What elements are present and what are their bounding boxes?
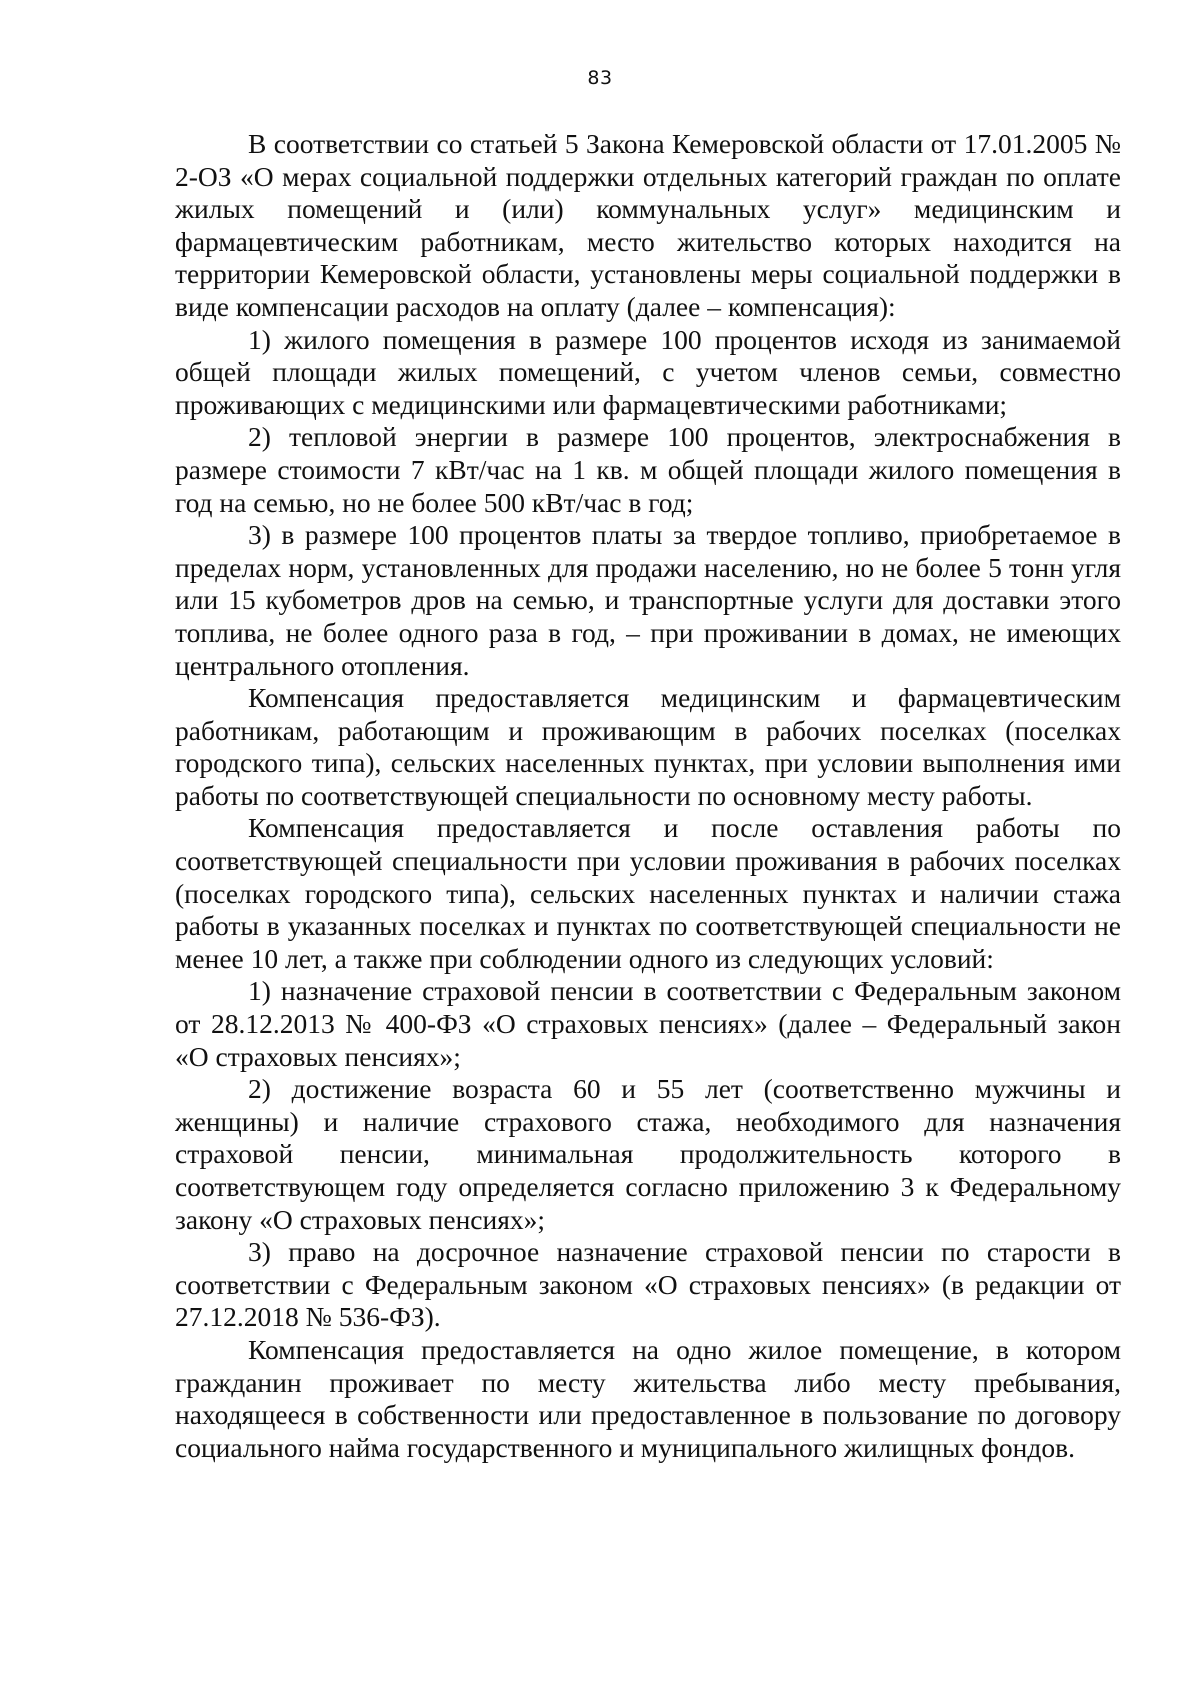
paragraph-condition-3-early-pension: 3) право на досрочное назначение страховой пенсии по старости в соответствии с Федеральным законом «О страховых пенсиях» (в редакции от 27.12.2018 № 536-ФЗ). [175, 1236, 1121, 1333]
paragraph-single-dwelling: Компенсация предоставляется на одно жилое помещение, в котором гражданин проживает по месту жительства либо месту пребывания, находящееся в собственности или предоставленное в пользование по договору социального найма государственного и муниципального жилищных фондов. [175, 1333, 1121, 1463]
paragraph-compensation-conditions: Компенсация предоставляется медицинским и фармацевтическим работникам, работающим и проживающим в рабочих поселках (поселках городского типа), сельских населенных пунктах, при условии выполнения ими работы по соответствующей специальности по основному месту работы. [175, 682, 1121, 811]
paragraph-intro: В соответствии со статьей 5 Закона Кемеровской области от 17.01.2005 № 2-ОЗ «О мерах социальной поддержки отдельных категорий граждан по оплате жилых помещений и (или) коммунальных услуг» медицинским и фармацевтическим работникам, место жительство которых находится на территории Кемеровской области, установлены меры социальной поддержки в виде компенсации расходов на оплату (далее – компенсация): [175, 128, 1121, 322]
paragraph-condition-2-age: 2) достижение возраста 60 и 55 лет (соответственно мужчины и женщины) и наличие страхового стажа, необходимого для назначения страховой пенсии, минимальная продолжительность которого в соответствующем году определяется согласно приложению 3 к Федеральному закону «О страховых пенсиях»; [175, 1073, 1121, 1235]
paragraph-condition-1-pension: 1) назначение страховой пенсии в соответствии с Федеральным законом от 28.12.2013 № 400-ФЗ «О страховых пенсиях» (далее – Федеральный закон «О страховых пенсиях»; [175, 975, 1121, 1072]
page-number: 83 [587, 67, 613, 89]
paragraph-item-1-housing: 1) жилого помещения в размере 100 процентов исходя из занимаемой общей площади жилых помещений, с учетом членов семьи, совместно проживающих с медицинскими или фармацевтическими работниками; [175, 323, 1121, 420]
paragraph-item-3-fuel: 3) в размере 100 процентов платы за твердое топливо, приобретаемое в пределах норм, установленных для продажи населению, но не более 5 тонн угля или 15 кубометров дров на семью, и транспортные услуги для доставки этого топлива, не более одного раза в год, – при проживании в домах, не имеющих центрального отопления. [175, 519, 1121, 681]
paragraph-item-2-energy: 2) тепловой энергии в размере 100 процентов, электроснабжения в размере стоимости 7 кВт/час на 1 кв. м общей площади жилого помещения в год на семью, но не более 500 кВт/час в год; [175, 421, 1121, 518]
paragraph-compensation-after-leaving: Компенсация предоставляется и после оставления работы по соответствующей специальности при условии проживания в рабочих поселках (поселках городского типа), сельских населенных пунктах и наличии стажа работы в указанных поселках и пунктах по соответствующей специальности не менее 10 лет, а также при соблюдении одного из следующих условий: [175, 812, 1121, 974]
document-body [175, 128, 1121, 1464]
